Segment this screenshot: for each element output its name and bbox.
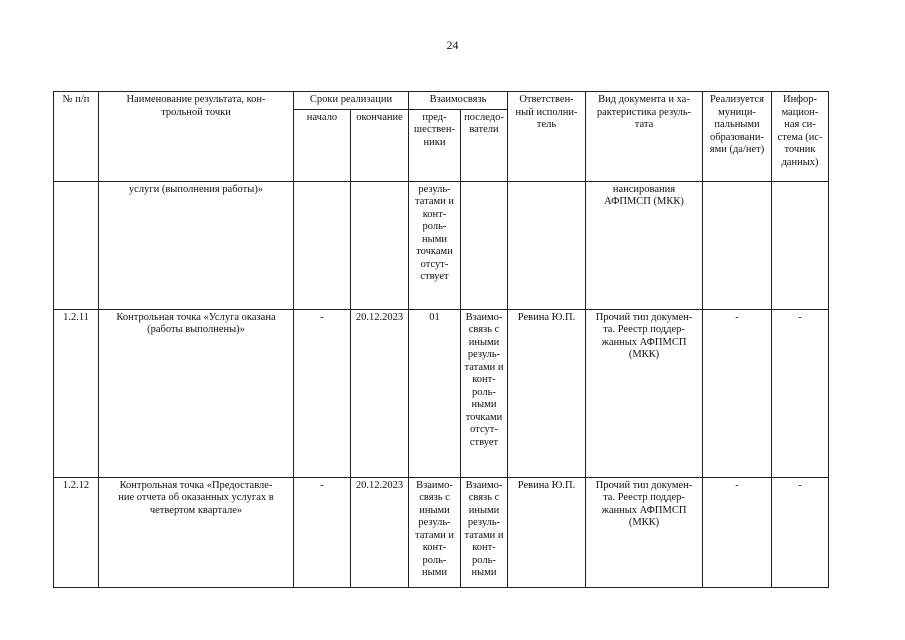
header-end: окончание xyxy=(351,109,409,181)
row-start xyxy=(294,181,351,309)
row-num xyxy=(54,181,99,309)
plan-table xyxy=(53,91,829,588)
row-predecessors: Взаимо- связь с иными резуль- татами и конт- роль- ными xyxy=(409,477,461,587)
row-info-system xyxy=(772,181,829,309)
row-document: Прочий тип докумен- та. Реестр поддер- жанных АФПМСП (МКК) xyxy=(586,309,703,477)
row-start: - xyxy=(294,309,351,477)
row-name: Контрольная точка «Предоставле- ние отчета об оказанных услугах в четвертом квартале» xyxy=(99,477,294,587)
row-municipal: - xyxy=(703,309,772,477)
row-municipal: - xyxy=(703,477,772,587)
row-end: 20.12.2023 xyxy=(351,309,409,477)
row-municipal xyxy=(703,181,772,309)
table-row xyxy=(54,181,829,309)
table-row xyxy=(54,309,829,477)
header-responsible: Ответствен- ный исполни- тель xyxy=(508,92,586,182)
row-num: 1.2.12 xyxy=(54,477,99,587)
header-successors: последо- ватели xyxy=(461,109,508,181)
header-document: Вид документа и ха- рактеристика резуль- тата xyxy=(586,92,703,182)
row-name: услуги (выполнения работы)» xyxy=(99,181,294,309)
row-predecessors: 01 xyxy=(409,309,461,477)
row-start: - xyxy=(294,477,351,587)
header-relations: Взаимосвязь xyxy=(409,92,508,110)
table-row xyxy=(54,477,829,587)
row-name: Контрольная точка «Услуга оказана (работы выполнены)» xyxy=(99,309,294,477)
header-predecessors: пред- шествен- ники xyxy=(409,109,461,181)
header-num: № п/п xyxy=(54,92,99,182)
row-successors xyxy=(461,181,508,309)
header-municipal: Реализуется муници- пальными образовани- ями (да/нет) xyxy=(703,92,772,182)
page-number: 24 xyxy=(446,38,459,52)
row-successors: Взаимо- связь с иными резуль- татами и конт- роль- ными xyxy=(461,477,508,587)
row-end: 20.12.2023 xyxy=(351,477,409,587)
header-start: начало xyxy=(294,109,351,181)
row-num: 1.2.11 xyxy=(54,309,99,477)
row-info-system: - xyxy=(772,477,829,587)
header-terms: Сроки реализации xyxy=(294,92,409,110)
header-row-1 xyxy=(54,92,829,110)
row-document: нансирования АФПМСП (МКК) xyxy=(586,181,703,309)
header-info-system: Инфор- мацион- ная си- стема (ис- точник данных) xyxy=(772,92,829,182)
row-successors: Взаимо- связь с иными резуль- татами и конт- роль- ными точками отсут- ствует xyxy=(461,309,508,477)
row-responsible: Ревина Ю.П. xyxy=(508,477,586,587)
header-name: Наименование результата, кон- трольной точки xyxy=(99,92,294,182)
row-info-system: - xyxy=(772,309,829,477)
row-predecessors: резуль- татами и конт- роль- ными точками отсут- ствует xyxy=(409,181,461,309)
row-responsible xyxy=(508,181,586,309)
row-document: Прочий тип докумен- та. Реестр поддер- жанных АФПМСП (МКК) xyxy=(586,477,703,587)
row-responsible: Ревина Ю.П. xyxy=(508,309,586,477)
row-end xyxy=(351,181,409,309)
